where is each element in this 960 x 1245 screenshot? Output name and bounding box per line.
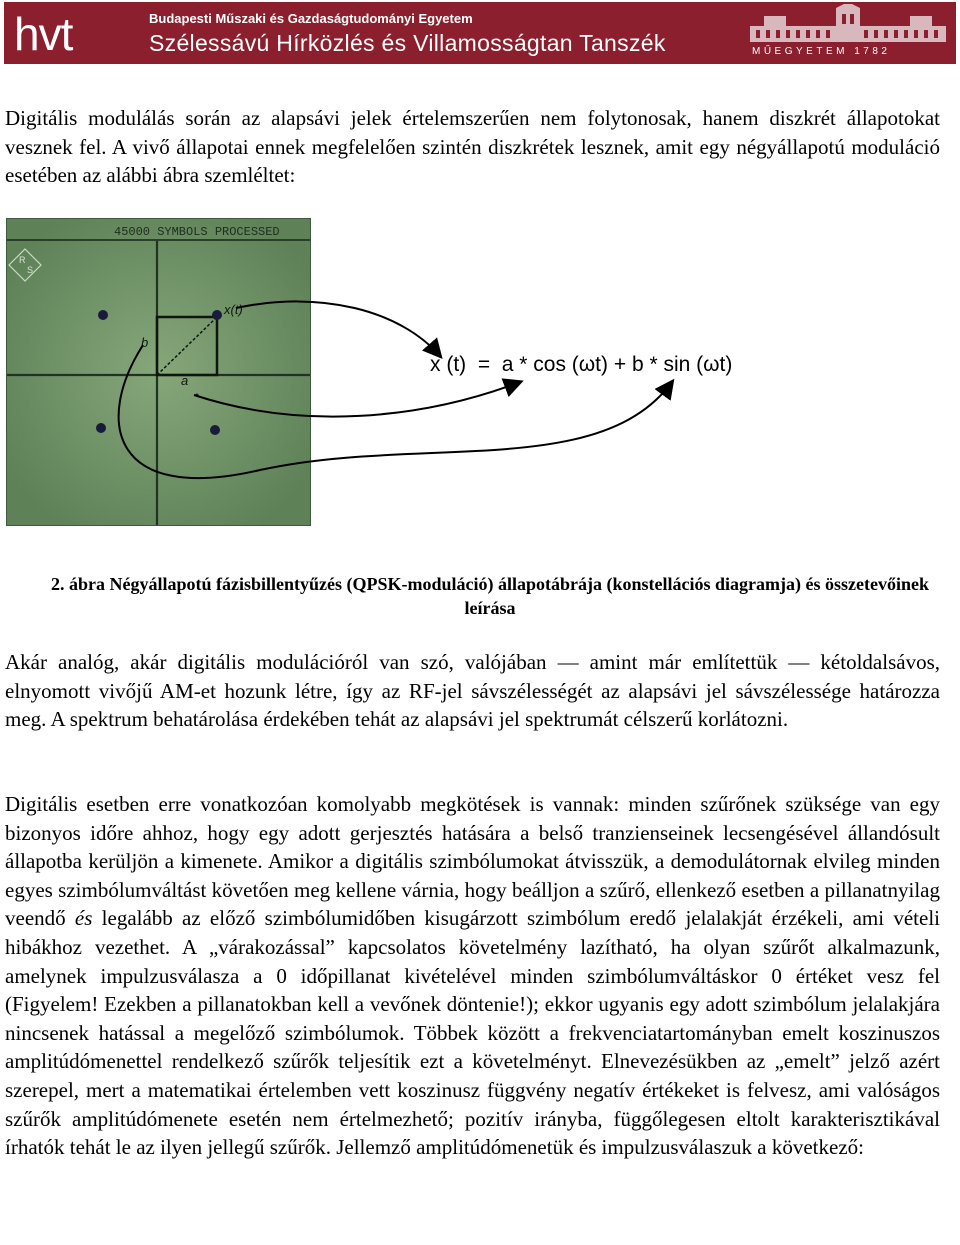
digital-filter-paragraph <box>5 790 940 1162</box>
university-name: Budapesti Műszaki és Gazdaságtudományi Egyetem <box>149 11 473 26</box>
emblem-text: MŰEGYETEM 1782 <box>752 46 891 57</box>
label-b: b <box>141 335 149 350</box>
digital-text-emphasis: és <box>74 906 93 931</box>
department-name: Szélessávú Hírközlés és Villamosságtan Tanszék <box>149 30 666 56</box>
scope-title: 45000 SYMBOLS PROCESSED <box>114 225 280 239</box>
svg-text:R: R <box>19 255 26 265</box>
digital-text-pre: Digitális esetben erre vonatkozóan komolyabb megkötések is vannak: minden szűrőnek szüksége van egy bizonyos időre ahhoz, hogy egy adott gerjesztés hatására a belső tranzienseinek lecsengésével állandósult állapotba kerüljön a kimenete. Amikor a digitális szimbólumokat átvisszük, a demodulátornak elvileg minden egyes szimbólumváltást követően meg kellene várnia, hogy beálljon a szűrő, ellenkező esetben a pillanatnyilag veendő <box>5 792 940 931</box>
qpsk-formula: x (t) = a * cos (ωt) + b * sin (ωt) <box>430 353 733 376</box>
intro-paragraph: Digitális modulálás során az alapsávi jelek értelemszerűen nem folytonosak, hanem diszkrét állapotokat vesznek fel. A vivő állapotai ennek megfelelően szintén diszkrétek lesznek, amit egy négyállapotú moduláció esetében az alábbi ábra szemléltet: <box>5 106 940 188</box>
arrow-xt-to-formula <box>236 301 440 356</box>
figure-caption: 2. ábra Négyállapotú fázisbillentyűzés (QPSK-moduláció) állapotábrája (konstellációs diagramja) és összetevőinek leírása <box>51 574 929 618</box>
arrow-a-to-cos <box>194 382 520 417</box>
digital-text-post: legalább az előző szimbólumidőben kisugárzott szimbólum eredő jelalakját érzékeli, ami vételi hibákhoz vezethet. A „várakozással” kapcsolatos követelmény lazítható, ha olyan szűrőt alkalmazunk, amelynek impulzusválasza a 0 időpillanat kivételével minden szimbólumváltáskor 0 értéket vesz fel (Figyelem! Ezekben a pillanatokban kell a vevőnek döntenie!); ekkor ugyanis egy adott szimbólum jelalakjára nincsenek hatással a megelőző szimbólumok. Többek között a frekvenciatartományban emelt koszinuszos amplitúdómenettel rendelkező szűrők teljesítik ezt a követelményt. Elnevezésükben az „emelt” jelző azért szerepel, mert a matematikai értelemben vett koszinusz függvény negatív értékeket is felvesz, ami valóságos szűrők amplitúdómenete esetén nem értelmezhető; pozitív irányba, függőlegesen eltolt karakterisztikával írhatók tehát le az ilyen jellegű szűrők. Jellemző amplitúdómenetük és impulzusválaszuk a következő: <box>5 906 940 1160</box>
label-xt: x(t) <box>224 302 243 317</box>
hvt-logo: hvt <box>14 8 73 60</box>
svg-text:S: S <box>27 265 34 275</box>
spectrum-paragraph: Akár analóg, akár digitális modulációról van szó, valójában — amint már említettük — kétoldalsávos, elnyomott vivőjű AM-et hozunk létre, így az RF-jel sávszélességét az alapsávi jel sávszélessége határozza meg. A spektrum behatárolása érdekében tehát az alapsávi jel spektrumát célszerű korlátozni. <box>5 650 940 732</box>
label-a: a <box>181 373 189 388</box>
